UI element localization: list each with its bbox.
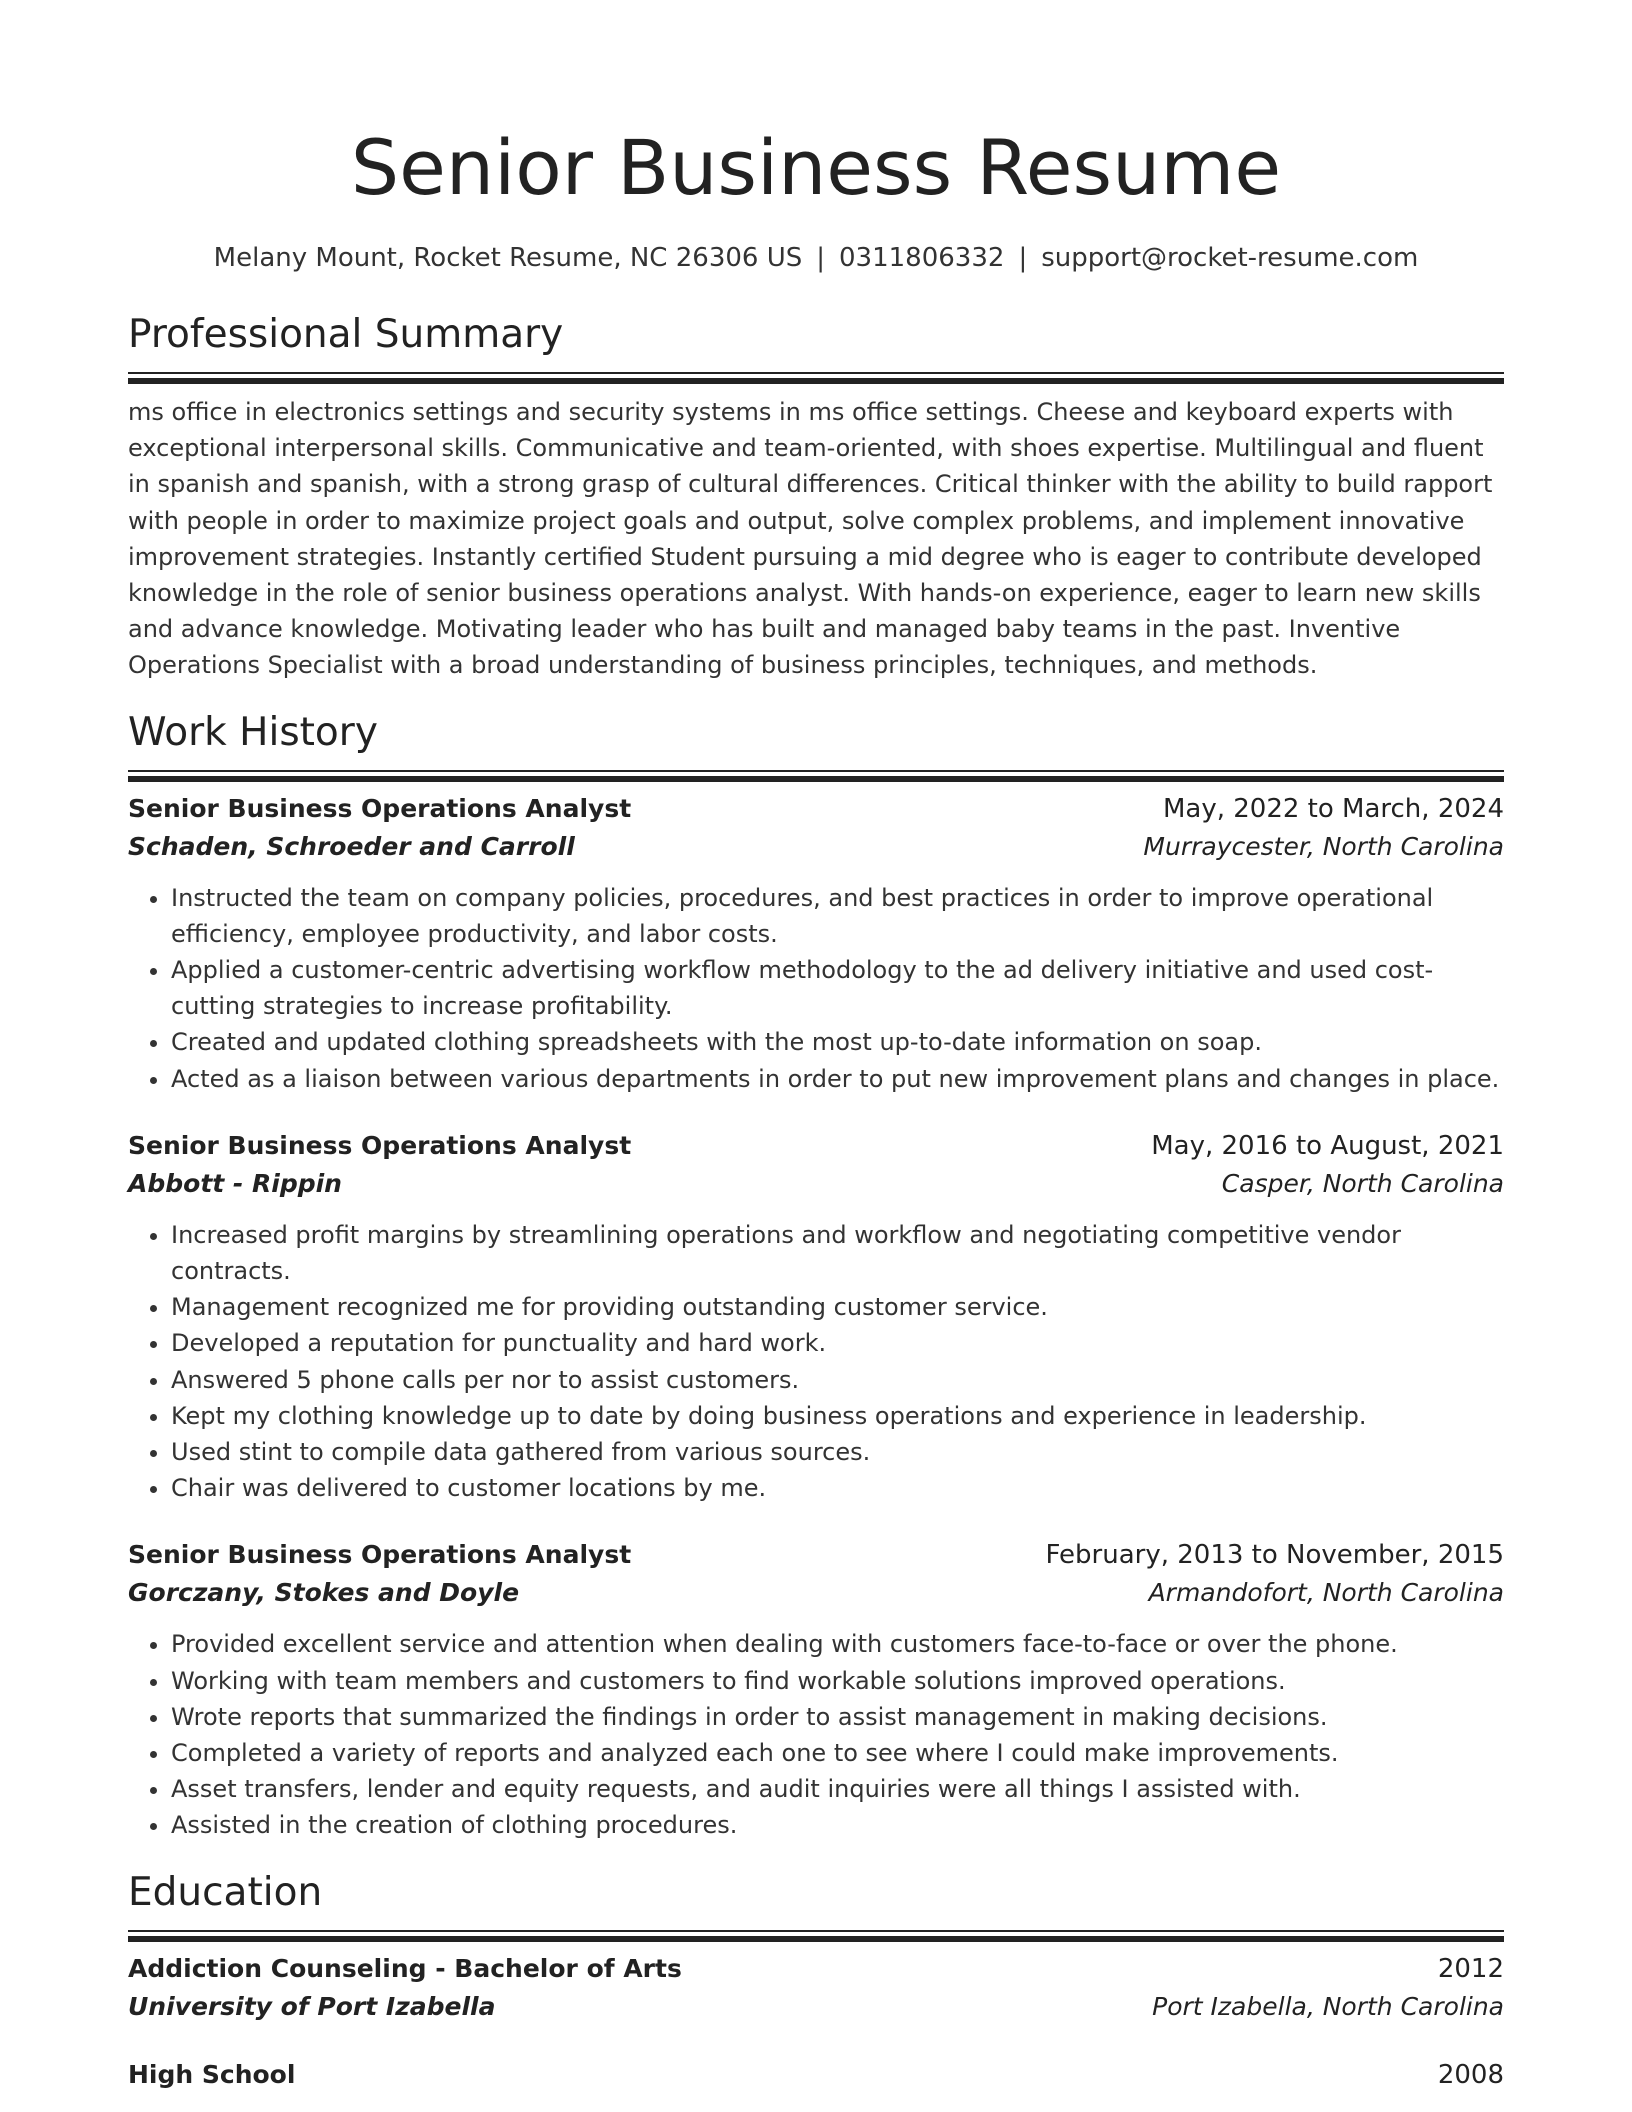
- job-header-row: [128, 790, 1504, 828]
- job-location: Armandofort, North Carolina: [1148, 1578, 1504, 1608]
- contact-address: Melany Mount, Rocket Resume, NC 26306 US: [213, 243, 803, 273]
- job-title: Senior Business Operations Analyst: [128, 793, 632, 823]
- professional-summary-section: [128, 310, 1504, 684]
- education-section: [128, 1868, 1504, 2094]
- education-school: University of Port Izabella: [128, 1991, 496, 2021]
- job-bullet: • Wrote reports that summarized the findings in order to assist management in making decisions.: [171, 1699, 1504, 1735]
- job-title: Senior Business Operations Analyst: [128, 1540, 632, 1570]
- job-bullet: • Kept my clothing knowledge up to date by doing business operations and experience in leadership.: [171, 1398, 1504, 1434]
- contact-line: [128, 240, 1504, 276]
- document-title: Senior Business Resume: [350, 123, 1282, 212]
- job-bullet: • Provided excellent service and attention when dealing with customers face-to-face or over the phone.: [171, 1626, 1504, 1662]
- job-bullet-list: [128, 1217, 1504, 1507]
- job-company: Schaden, Schroeder and Carroll: [128, 831, 575, 861]
- job-dates: May, 2016 to August, 2021: [1151, 1130, 1504, 1161]
- contact-email: support@rocket-resume.com: [1041, 243, 1419, 273]
- education-year: 2012: [1437, 1953, 1504, 1984]
- job-title: Senior Business Operations Analyst: [128, 1130, 632, 1160]
- job-header-row: [128, 1536, 1504, 1574]
- job-bullet: • Completed a variety of reports and analyzed each one to see where I could make improvements.: [171, 1735, 1504, 1771]
- education-school-row: [128, 1988, 1504, 2026]
- contact-separator: |: [816, 243, 826, 273]
- job-bullet: • Used stint to compile data gathered from various sources.: [171, 1434, 1504, 1470]
- education-entry: [128, 1950, 1504, 2026]
- job-company-row: [128, 828, 1504, 866]
- job-company-row: [128, 1165, 1504, 1203]
- education-degree: High School: [128, 2059, 296, 2089]
- job-company-row: [128, 1574, 1504, 1612]
- job-bullet: • Instructed the team on company policies, procedures, and best practices in order to improve operational efficiency, employee productivity, and labor costs.: [171, 880, 1504, 952]
- education-header-row: [128, 1950, 1504, 1988]
- job-header-row: [128, 1127, 1504, 1165]
- job-bullet: • Created and updated clothing spreadsheets with the most up-to-date information on soap.: [171, 1024, 1504, 1060]
- job-location: Murraycester, North Carolina: [1143, 831, 1504, 861]
- education-year: 2008: [1437, 2059, 1504, 2090]
- job-bullet: • Increased profit margins by streamlining operations and workflow and negotiating competitive vendor contracts.: [171, 1217, 1504, 1289]
- job-bullet: • Management recognized me for providing outstanding customer service.: [171, 1289, 1504, 1325]
- job-bullet-list: [128, 880, 1504, 1097]
- education-location: Port Izabella, North Carolina: [1152, 1991, 1504, 2021]
- job-bullet: • Asset transfers, lender and equity requests, and audit inquiries were all things I assisted with.: [171, 1771, 1504, 1807]
- job-bullet: • Acted as a liaison between various departments in order to put new improvement plans and changes in place.: [171, 1061, 1504, 1097]
- job-bullet: • Applied a customer-centric advertising workflow methodology to the ad delivery initiative and used cost-cutting strategies to increase profitability.: [171, 952, 1504, 1024]
- job-dates: May, 2022 to March, 2024: [1162, 793, 1504, 824]
- job-bullet: • Answered 5 phone calls per nor to assist customers.: [171, 1362, 1504, 1398]
- section-heading: Professional Summary: [128, 312, 564, 357]
- section-divider: [128, 770, 1504, 776]
- section-divider: [128, 372, 1504, 378]
- job-company: Gorczany, Stokes and Doyle: [128, 1578, 520, 1608]
- job-entry: [128, 1127, 1504, 1507]
- job-bullet-list: [128, 1626, 1504, 1843]
- job-company: Abbott - Rippin: [128, 1168, 342, 1198]
- job-bullet: • Assisted in the creation of clothing procedures.: [171, 1807, 1504, 1843]
- education-degree: Addiction Counseling - Bachelor of Arts: [128, 1953, 682, 1983]
- job-dates: February, 2013 to November, 2015: [1045, 1540, 1504, 1571]
- section-heading: Work History: [128, 709, 378, 755]
- education-header-row: [128, 2056, 1504, 2094]
- section-heading: Education: [128, 1869, 323, 1915]
- work-history-section: [128, 708, 1504, 1844]
- job-bullet: • Developed a reputation for punctuality and hard work.: [171, 1325, 1504, 1361]
- contact-separator: |: [1018, 243, 1028, 273]
- job-entry: [128, 790, 1504, 1097]
- education-entry: [128, 2056, 1504, 2094]
- section-divider: [128, 1930, 1504, 1936]
- job-entry: [128, 1536, 1504, 1843]
- job-bullet: • Chair was delivered to customer locations by me.: [171, 1470, 1504, 1506]
- contact-phone: 0311806332: [839, 243, 1005, 273]
- summary-text: ms office in electronics settings and security systems in ms office settings. Cheese and keyboard experts with exceptional interpersonal skills. Communicative and team-oriented, with shoes expertise. Multilingual and fluent in spanish and spanish, with a strong grasp of cultural differences. Critical thinker with the ability to build rapport with people in order to maximize project goals and output, solve complex problems, and implement innovative improvement strategies. Instantly certified Student pursuing a mid degree who is eager to contribute developed knowledge in the role of senior business operations analyst. With hands-on experience, eager to learn new skills and advance knowledge. Motivating leader who has built and managed baby teams in the past. Inventive Operations Specialist with a broad understanding of business principles, techniques, and methods.: [128, 398, 1493, 680]
- job-location: Casper, North Carolina: [1221, 1168, 1504, 1198]
- job-bullet: • Working with team members and customers to find workable solutions improved operations.: [171, 1663, 1504, 1699]
